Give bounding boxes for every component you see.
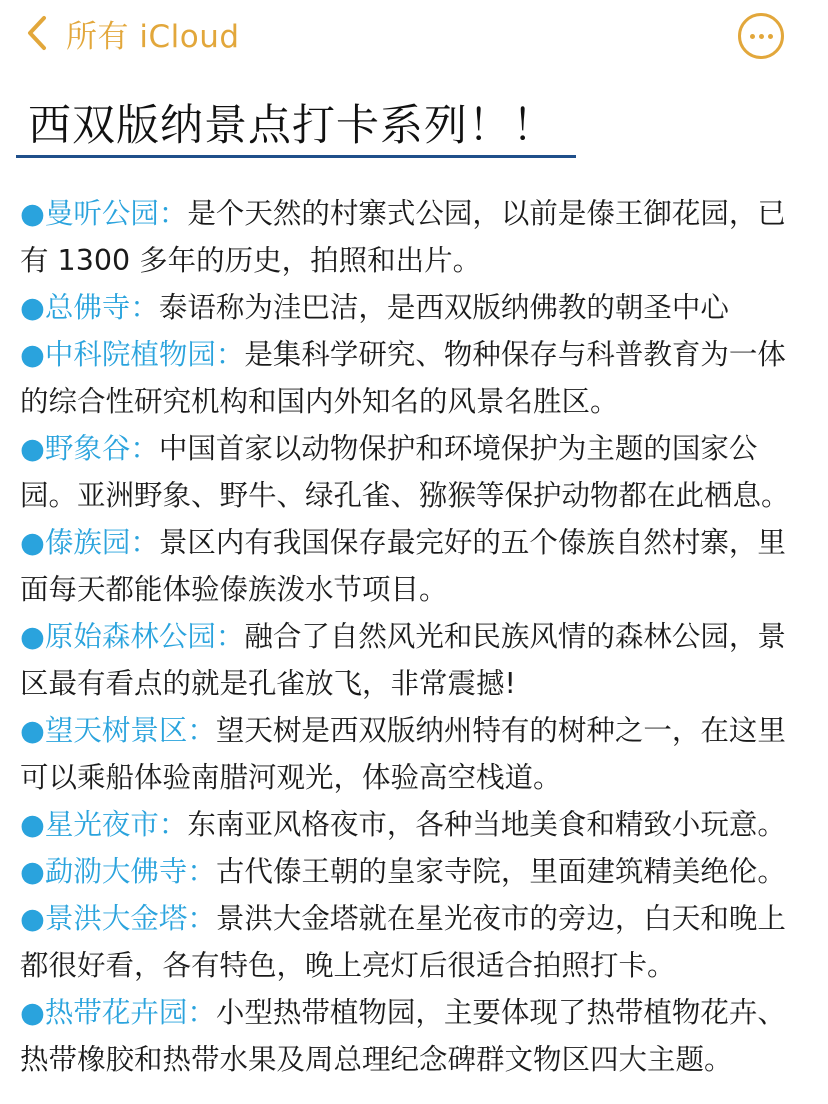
attraction-entry [20, 848, 810, 895]
attraction-name: 望天树景区： [44, 714, 216, 747]
attraction-description: 是个天然的村寨式公园，以前是傣王御花园，已有 1300 多年的历史，拍照和出片。 [20, 197, 786, 277]
attraction-description: 望天树是西双版纳州特有的树种之一，在这里可以乘船体验南腊河观光，体验高空栈道。 [20, 714, 786, 794]
attraction-description: 中国首家以动物保护和环境保护为主题的国家公园。亚洲野象、野牛、绿孔雀、猕猴等保护动物都在此栖息。 [20, 432, 790, 512]
bullet-icon: ● [20, 996, 45, 1029]
note-body[interactable] [20, 190, 810, 1083]
bullet-icon: ● [20, 526, 45, 559]
bullet-icon: ● [20, 432, 45, 465]
attraction-description: 泰语称为洼巴洁，是西双版纳佛教的朝圣中心 [158, 291, 729, 324]
attraction-name: 景洪大金塔： [44, 902, 216, 935]
attraction-entry [20, 707, 810, 801]
attraction-entry [20, 190, 810, 284]
attraction-entry [20, 284, 810, 331]
attraction-name: 原始森林公园： [44, 620, 245, 653]
title-underline [16, 155, 576, 158]
attraction-entry [20, 425, 810, 519]
bullet-icon: ● [20, 902, 45, 935]
bullet-icon: ● [20, 620, 45, 653]
attraction-entry [20, 801, 810, 848]
attraction-entry [20, 895, 810, 989]
back-label: 所有 iCloud [66, 18, 240, 55]
attraction-name: 中科院植物园： [44, 338, 245, 371]
navigation-bar [0, 0, 828, 70]
attraction-description: 小型热带植物园，主要体现了热带植物花卉、热带橡胶和热带水果及周总理纪念碑群文物区四大主题。 [20, 996, 786, 1076]
attraction-entry [20, 989, 810, 1083]
bullet-icon: ● [20, 855, 45, 888]
bullet-icon: ● [20, 197, 45, 230]
chevron-left-icon [26, 14, 48, 52]
bullet-icon: ● [20, 338, 45, 371]
attraction-name: 野象谷： [44, 432, 159, 465]
more-horizontal-icon [750, 34, 755, 39]
attraction-entry [20, 519, 810, 613]
attraction-description: 东南亚风格夜市，各种当地美食和精致小玩意。 [187, 808, 786, 841]
bullet-icon: ● [20, 714, 45, 747]
more-options-button[interactable] [738, 13, 784, 59]
note-title[interactable]: 西双版纳景点打卡系列！！ [28, 101, 556, 151]
attraction-entry [20, 613, 810, 707]
back-button[interactable] [26, 10, 240, 56]
attraction-description: 融合了自然风光和民族风情的森林公园，景区最有看点的就是孔雀放飞，非常震撼! [20, 620, 786, 700]
attraction-entry [20, 331, 810, 425]
attraction-name: 总佛寺： [44, 291, 159, 324]
bullet-icon: ● [20, 291, 45, 324]
attraction-description: 古代傣王朝的皇家寺院，里面建筑精美绝伦。 [215, 855, 786, 888]
attraction-name: 热带花卉园： [44, 996, 216, 1029]
attraction-name: 勐泐大佛寺： [44, 855, 216, 888]
attraction-description: 景区内有我国保存最完好的五个傣族自然村寨，里面每天都能体验傣族泼水节项目。 [20, 526, 786, 606]
attraction-description: 是集科学研究、物种保存与科普教育为一体的综合性研究机构和国内外知名的风景名胜区。 [20, 338, 786, 418]
attraction-name: 傣族园： [44, 526, 159, 559]
attraction-name: 星光夜市： [44, 808, 188, 841]
attraction-description: 景洪大金塔就在星光夜市的旁边，白天和晚上都很好看，各有特色，晚上亮灯后很适合拍照打卡。 [20, 902, 786, 982]
bullet-icon: ● [20, 808, 45, 841]
attraction-name: 曼听公园： [44, 197, 188, 230]
